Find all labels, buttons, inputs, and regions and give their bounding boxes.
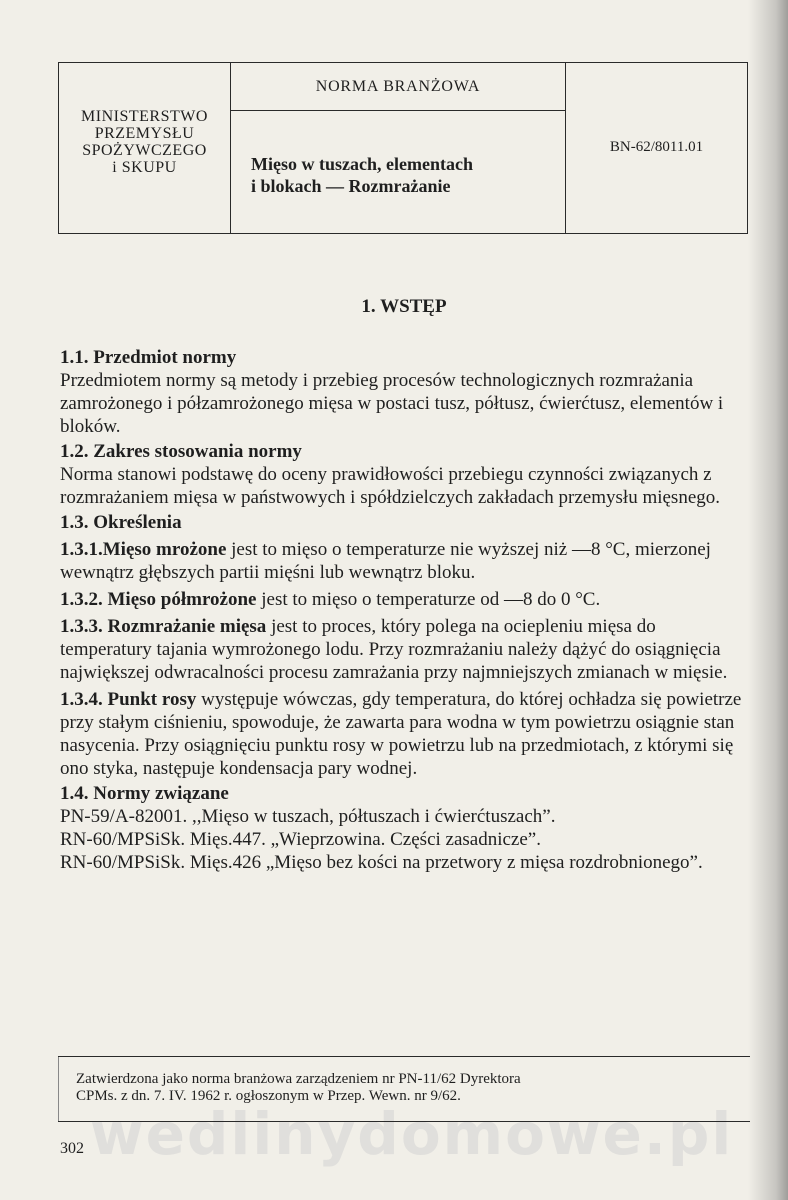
page-number: 302 <box>60 1140 84 1157</box>
norm-type: NORMA BRANŻOWA <box>231 63 565 111</box>
reference-item: RN-60/MPSiSk. Mięs.426 „Mięso bez kości na przetwory z mięsa rozdrobnionego”. <box>60 852 703 873</box>
ministry-line: SPOŻYWCZEGO <box>82 142 207 159</box>
ministry-line: MINISTERSTWO <box>81 108 208 125</box>
definition-text: występuje wówczas, gdy temperatura, do której ochładza się powietrze przy stałym ciśnieniu, spowoduje, że zawarta para wodna w tym powietrzu osiągnie stan nasycenia. Przy osiągnięciu punktu rosy w powietrzu lub na przedmiotach, z którymi się ono styka, następuje kondensacja pary wodnej. <box>60 689 742 779</box>
paragraph-1-2: Norma stanowi podstawę do oceny prawidłowości przebiegu czynności związanych z rozmrażaniem mięsa w państwowych i spółdzielczych zakładach przemysłu mięsnego. <box>60 464 721 508</box>
definition-1-3-3 <box>60 615 752 684</box>
approval-line: Zatwierdzona jako norma branżowa zarządzeniem nr PN-11/62 Dyrektora <box>76 1071 521 1087</box>
reference-item: PN-59/A-82001. ,,Mięso w tuszach, półtuszach i ćwierćtuszach”. <box>60 806 556 827</box>
reference-item: RN-60/MPSiSk. Mięs.447. „Wieprzowina. Części zasadnicze”. <box>60 829 541 850</box>
code-cell <box>566 63 747 233</box>
definition-1-3-4 <box>60 688 752 780</box>
approval-text <box>76 1071 740 1105</box>
page-edge-shadow <box>748 0 788 1200</box>
document-title <box>251 153 557 197</box>
section-title: 1. WSTĘP <box>361 296 447 317</box>
ministry-line: PRZEMYSŁU <box>94 125 195 142</box>
ministry-line: i SKUPU <box>112 159 177 176</box>
definition-1-3-2 <box>60 588 752 611</box>
definition-text: jest to proces, który polega na ociepleniu mięsa do temperatury tajania wymrożonego lodu. Przy rozmrażaniu należy dążyć do osiągnięcia największej odwracalności procesu zamrażania przy najmniejszych zmianach w mięsie. <box>60 616 728 683</box>
heading-1-2: 1.2. Zakres stosowania normy <box>60 441 302 462</box>
watermark: wedlinydomowe.pl <box>90 1100 734 1168</box>
definition-term: 1.3.3. Rozmrażanie mięsa <box>60 616 267 637</box>
norm-header-table <box>58 62 748 234</box>
heading-1-1: 1.1. Przedmiot normy <box>60 347 237 368</box>
ministry-name <box>59 108 230 176</box>
ministry-cell <box>59 63 231 233</box>
title-line: i blokach — Rozmrażanie <box>251 176 451 196</box>
paragraph-1-1: Przedmiotem normy są metody i przebieg procesów technologicznych rozmrażania zamrożonego i półzamrożonego mięsa w postaci tusz, półtusz, ćwierćtusz, elementów i bloków. <box>60 370 724 437</box>
definition-text: jest to mięso o temperaturze od —8 do 0 °C. <box>256 589 601 610</box>
title-line: Mięso w tuszach, elementach <box>251 154 473 174</box>
definition-term: 1.3.2. Mięso półmrożone <box>60 589 257 610</box>
definition-term: 1.3.1.Mięso mrożone <box>60 539 227 560</box>
definition-text: jest to mięso o temperaturze nie wyższej niż —8 °C, mierzonej wewnątrz głębszych partii mięśni lub wewnątrz bloku. <box>60 539 711 583</box>
document-body <box>60 344 752 874</box>
approval-box <box>58 1056 750 1122</box>
approval-line: CPMs. z dn. 7. IV. 1962 r. ogłoszonym w Przep. Wewn. nr 9/62. <box>76 1088 461 1104</box>
heading-1-3: 1.3. Określenia <box>60 512 182 533</box>
definition-1-3-1 <box>60 538 752 584</box>
definition-term: 1.3.4. Punkt rosy <box>60 689 197 710</box>
norm-code: BN-62/8011.01 <box>609 139 704 155</box>
title-cell <box>231 63 566 233</box>
heading-1-4: 1.4. Normy związane <box>60 783 229 804</box>
